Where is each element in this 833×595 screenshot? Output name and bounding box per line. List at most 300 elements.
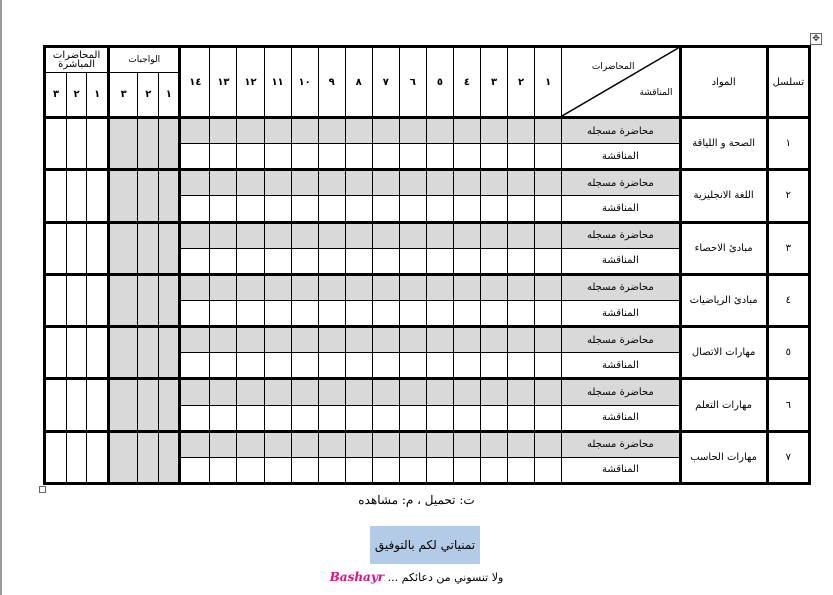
live-lecture-cell[interactable] [87,170,109,222]
week-cell[interactable] [264,327,291,353]
week-cell[interactable] [481,248,508,274]
week-cell[interactable] [481,431,508,457]
week-cell[interactable] [237,300,264,326]
table-resize-handle[interactable] [39,486,46,493]
week-cell[interactable] [237,379,264,405]
week-cell[interactable] [318,327,345,353]
week-cell[interactable] [481,353,508,379]
live-lecture-cell[interactable] [87,431,109,483]
week-cell[interactable] [291,431,318,457]
week-cell[interactable] [372,379,399,405]
homework-cell[interactable] [159,274,180,326]
serial-header: تسلسل [767,47,809,118]
homework-header: الواجبات [109,47,180,73]
week-cell[interactable] [481,196,508,222]
week-cell[interactable] [210,170,237,196]
table-row [45,170,810,196]
week-cell[interactable] [291,274,318,300]
week-cell[interactable] [180,222,210,248]
week-cell[interactable] [264,222,291,248]
homework-cell[interactable] [159,327,180,379]
week-cell[interactable] [372,274,399,300]
discussion-row-label: المناقشة [562,353,680,379]
week-cell[interactable] [180,457,210,483]
week-cell[interactable] [210,274,237,300]
table-move-handle[interactable]: ✥ [810,33,822,45]
week-cell[interactable] [426,196,453,222]
week-cell[interactable] [318,274,345,300]
week-cell[interactable] [508,196,535,222]
week-cell[interactable] [372,431,399,457]
week-cell[interactable] [481,118,508,144]
week-cell[interactable] [210,379,237,405]
week-cell[interactable] [399,353,426,379]
week-cell[interactable] [535,353,562,379]
week-cell[interactable] [372,405,399,431]
week-cell[interactable] [399,405,426,431]
week-cell[interactable] [264,274,291,300]
live-col-header: ٢ [67,73,87,118]
week-cell[interactable] [481,300,508,326]
live-lecture-cell[interactable] [45,118,67,170]
week-cell[interactable] [508,222,535,248]
week-cell[interactable] [345,274,372,300]
week-cell[interactable] [264,170,291,196]
homework-cell[interactable] [138,222,159,274]
week-cell[interactable] [345,353,372,379]
week-cell[interactable] [508,353,535,379]
week-cell[interactable] [318,300,345,326]
week-cell[interactable] [237,353,264,379]
week-cell[interactable] [535,379,562,405]
homework-cell[interactable] [138,431,159,483]
week-cell[interactable] [291,196,318,222]
week-cell[interactable] [453,353,480,379]
discussion-row-label: المناقشة [562,405,680,431]
week-cell[interactable] [481,222,508,248]
week-cell[interactable] [535,431,562,457]
week-cell[interactable] [453,144,480,170]
week-cell[interactable] [318,170,345,196]
week-cell[interactable] [237,405,264,431]
week-header: ١٤ [180,47,210,118]
week-header: ١٢ [237,47,264,118]
week-cell[interactable] [508,457,535,483]
week-cell[interactable] [291,144,318,170]
week-cell[interactable] [291,405,318,431]
week-cell[interactable] [426,405,453,431]
week-cell[interactable] [237,118,264,144]
live-lecture-cell[interactable] [67,118,87,170]
week-cell[interactable] [345,196,372,222]
week-cell[interactable] [345,144,372,170]
week-cell[interactable] [210,248,237,274]
week-cell[interactable] [318,379,345,405]
week-cell[interactable] [535,196,562,222]
homework-cell[interactable] [109,170,138,222]
subject-name: مبادئ الرياضيات [680,274,767,326]
week-cell[interactable] [453,379,480,405]
subject-name: الصحة و اللياقة [680,118,767,170]
week-cell[interactable] [535,118,562,144]
week-cell[interactable] [345,431,372,457]
week-header: ٩ [318,47,345,118]
live-lecture-cell[interactable] [45,274,67,326]
week-cell[interactable] [535,274,562,300]
week-cell[interactable] [453,327,480,353]
week-cell[interactable] [237,457,264,483]
week-cell[interactable] [508,118,535,144]
week-header: ٧ [372,47,399,118]
week-cell[interactable] [481,405,508,431]
live-col-header: ١ [87,73,109,118]
week-cell[interactable] [372,118,399,144]
week-cell[interactable] [399,248,426,274]
homework-cell[interactable] [109,431,138,483]
live-lecture-cell[interactable] [67,170,87,222]
footer-text: ولا تنسوني من دعائكم ... [387,571,504,584]
week-cell[interactable] [210,118,237,144]
week-cell[interactable] [399,118,426,144]
week-cell[interactable] [508,248,535,274]
week-cell[interactable] [291,353,318,379]
week-cell[interactable] [237,248,264,274]
homework-cell[interactable] [159,118,180,170]
homework-cell[interactable] [159,431,180,483]
serial-number: ٦ [767,379,809,431]
week-cell[interactable] [372,457,399,483]
subjects-header: المواد [680,47,767,118]
week-cell[interactable] [180,353,210,379]
recorded-lecture-label: محاضرة مسجله [562,431,680,457]
homework-cell[interactable] [159,379,180,431]
week-cell[interactable] [264,405,291,431]
live-lecture-cell[interactable] [67,431,87,483]
week-cell[interactable] [481,170,508,196]
week-header: ٥ [426,47,453,118]
legend-text: ت: تحميل ، م: مشاهده [358,493,475,507]
homework-cell[interactable] [109,379,138,431]
week-cell[interactable] [291,222,318,248]
table-row [45,222,810,248]
week-cell[interactable] [426,379,453,405]
week-cell[interactable] [453,274,480,300]
live-lecture-cell[interactable] [87,327,109,379]
week-cell[interactable] [453,196,480,222]
week-cell[interactable] [318,431,345,457]
discussion-row-label: المناقشة [562,457,680,483]
week-cell[interactable] [399,274,426,300]
homework-cell[interactable] [109,327,138,379]
diagonal-divider [562,48,678,116]
week-header: ١٠ [291,47,318,118]
week-cell[interactable] [481,379,508,405]
week-cell[interactable] [508,170,535,196]
week-cell[interactable] [399,379,426,405]
week-cell[interactable] [535,300,562,326]
week-cell[interactable] [264,144,291,170]
week-cell[interactable] [210,353,237,379]
week-cell[interactable] [508,405,535,431]
week-cell[interactable] [264,118,291,144]
homework-cell[interactable] [138,327,159,379]
week-cell[interactable] [453,248,480,274]
homework-cell[interactable] [159,170,180,222]
live-col-header: ٣ [45,73,67,118]
homework-cell[interactable] [109,118,138,170]
week-cell[interactable] [426,327,453,353]
week-cell[interactable] [237,170,264,196]
week-cell[interactable] [426,222,453,248]
table-row [45,118,810,144]
tracking-table [43,45,811,485]
discussion-row-label: المناقشة [562,196,680,222]
week-cell[interactable] [345,379,372,405]
week-cell[interactable] [399,196,426,222]
week-cell[interactable] [453,405,480,431]
homework-cell[interactable] [159,222,180,274]
week-cell[interactable] [508,327,535,353]
table-row [45,274,810,300]
week-cell[interactable] [237,431,264,457]
week-cell[interactable] [291,457,318,483]
week-cell[interactable] [318,405,345,431]
week-cell[interactable] [180,300,210,326]
week-cell[interactable] [399,327,426,353]
week-cell[interactable] [372,144,399,170]
week-cell[interactable] [345,248,372,274]
week-header: ١٣ [210,47,237,118]
subject-name: اللغة الانجليزية [680,170,767,222]
week-cell[interactable] [535,144,562,170]
week-cell[interactable] [508,379,535,405]
live-lecture-cell[interactable] [67,222,87,274]
week-cell[interactable] [535,327,562,353]
week-cell[interactable] [372,300,399,326]
live-lecture-cell[interactable] [45,431,67,483]
week-cell[interactable] [372,222,399,248]
week-cell[interactable] [345,327,372,353]
week-cell[interactable] [264,457,291,483]
week-cell[interactable] [264,300,291,326]
week-cell[interactable] [453,300,480,326]
discussion-row-label: المناقشة [562,144,680,170]
live-lecture-cell[interactable] [67,327,87,379]
live-lecture-cell[interactable] [87,274,109,326]
week-cell[interactable] [180,274,210,300]
homework-cell[interactable] [109,222,138,274]
week-cell[interactable] [291,118,318,144]
week-cell[interactable] [508,274,535,300]
week-cell[interactable] [210,457,237,483]
week-cell[interactable] [237,196,264,222]
week-cell[interactable] [180,118,210,144]
recorded-lecture-label: محاضرة مسجله [562,327,680,353]
week-cell[interactable] [264,353,291,379]
week-cell[interactable] [318,248,345,274]
week-cell[interactable] [264,379,291,405]
live-lecture-cell[interactable] [87,118,109,170]
live-lecture-cell[interactable] [45,327,67,379]
homework-cell[interactable] [109,274,138,326]
signature: Bashayr [329,570,385,584]
week-cell[interactable] [453,431,480,457]
week-cell[interactable] [237,222,264,248]
live-lecture-cell[interactable] [45,170,67,222]
subject-name: مهارات الحاسب [680,431,767,483]
week-cell[interactable] [210,431,237,457]
week-cell[interactable] [345,222,372,248]
week-cell[interactable] [180,144,210,170]
week-cell[interactable] [372,353,399,379]
week-header: ١١ [264,47,291,118]
week-cell[interactable] [453,222,480,248]
homework-cell[interactable] [138,379,159,431]
week-cell[interactable] [399,144,426,170]
week-cell[interactable] [318,144,345,170]
week-header: ٢ [508,47,535,118]
week-cell[interactable] [237,327,264,353]
week-cell[interactable] [372,170,399,196]
week-cell[interactable] [399,431,426,457]
recorded-lecture-label: محاضرة مسجله [562,222,680,248]
week-header: ٨ [345,47,372,118]
footer [0,570,833,584]
homework-col-header: ١ [159,73,180,118]
live-lecture-cell[interactable] [67,274,87,326]
week-cell[interactable] [481,457,508,483]
week-cell[interactable] [210,405,237,431]
week-cell[interactable] [291,170,318,196]
week-cell[interactable] [372,248,399,274]
week-cell[interactable] [180,431,210,457]
week-cell[interactable] [426,431,453,457]
week-cell[interactable] [180,248,210,274]
week-cell[interactable] [180,405,210,431]
week-cell[interactable] [372,196,399,222]
week-cell[interactable] [426,300,453,326]
week-cell[interactable] [318,222,345,248]
week-cell[interactable] [291,379,318,405]
live-lecture-cell[interactable] [45,222,67,274]
week-cell[interactable] [535,457,562,483]
week-cell[interactable] [535,248,562,274]
week-cell[interactable] [237,144,264,170]
live-lecture-cell[interactable] [67,379,87,431]
week-cell[interactable] [210,222,237,248]
table-row [45,431,810,457]
week-cell[interactable] [210,327,237,353]
subject-name: مهارات التعلم [680,379,767,431]
week-cell[interactable] [535,222,562,248]
homework-cell[interactable] [138,170,159,222]
week-cell[interactable] [291,300,318,326]
week-cell[interactable] [426,170,453,196]
subject-name: مبادئ الاحصاء [680,222,767,274]
week-cell[interactable] [399,300,426,326]
discussion-label: المناقشة [639,88,673,98]
week-cell[interactable] [210,196,237,222]
live-lecture-cell[interactable] [87,379,109,431]
week-header: ١ [535,47,562,118]
week-cell[interactable] [399,222,426,248]
recorded-lecture-label: محاضرة مسجله [562,118,680,144]
week-cell[interactable] [264,196,291,222]
live-lecture-cell[interactable] [45,379,67,431]
week-cell[interactable] [426,248,453,274]
week-cell[interactable] [264,248,291,274]
week-cell[interactable] [318,118,345,144]
week-cell[interactable] [345,300,372,326]
serial-number: ٣ [767,222,809,274]
week-cell[interactable] [535,405,562,431]
week-cell[interactable] [291,327,318,353]
table-row [45,327,810,353]
week-cell[interactable] [508,144,535,170]
live-lecture-cell[interactable] [87,222,109,274]
week-cell[interactable] [318,457,345,483]
serial-number: ٤ [767,274,809,326]
lectures-discussion-header [562,47,680,118]
homework-col-header: ٢ [138,73,159,118]
week-cell[interactable] [318,196,345,222]
week-cell[interactable] [372,327,399,353]
week-cell[interactable] [399,457,426,483]
week-cell[interactable] [345,457,372,483]
week-cell[interactable] [318,353,345,379]
week-cell[interactable] [508,431,535,457]
subject-name: مهارات الاتصال [680,327,767,379]
homework-cell[interactable] [138,274,159,326]
week-cell[interactable] [180,170,210,196]
week-cell[interactable] [291,248,318,274]
serial-number: ٧ [767,431,809,483]
week-cell[interactable] [180,196,210,222]
week-cell[interactable] [508,300,535,326]
week-cell[interactable] [426,353,453,379]
week-cell[interactable] [426,457,453,483]
live-lectures-header: المحاضرات المباشرة [45,47,109,73]
week-cell[interactable] [210,144,237,170]
week-cell[interactable] [237,274,264,300]
week-cell[interactable] [453,457,480,483]
homework-cell[interactable] [138,118,159,170]
week-cell[interactable] [453,118,480,144]
week-cell[interactable] [264,431,291,457]
week-cell[interactable] [481,327,508,353]
week-cell[interactable] [399,170,426,196]
week-cell[interactable] [535,170,562,196]
week-cell[interactable] [345,170,372,196]
serial-number: ١ [767,118,809,170]
wish-box: تمنياتي لكم بالتوفيق [370,526,480,564]
week-cell[interactable] [345,118,372,144]
week-cell[interactable] [481,144,508,170]
week-cell[interactable] [345,405,372,431]
week-cell[interactable] [426,144,453,170]
week-cell[interactable] [453,170,480,196]
week-cell[interactable] [180,327,210,353]
week-cell[interactable] [426,118,453,144]
week-cell[interactable] [180,379,210,405]
discussion-row-label: المناقشة [562,248,680,274]
week-header: ٦ [399,47,426,118]
week-cell[interactable] [426,274,453,300]
week-cell[interactable] [481,274,508,300]
week-cell[interactable] [210,300,237,326]
discussion-row-label: المناقشة [562,300,680,326]
homework-col-header: ٣ [109,73,138,118]
